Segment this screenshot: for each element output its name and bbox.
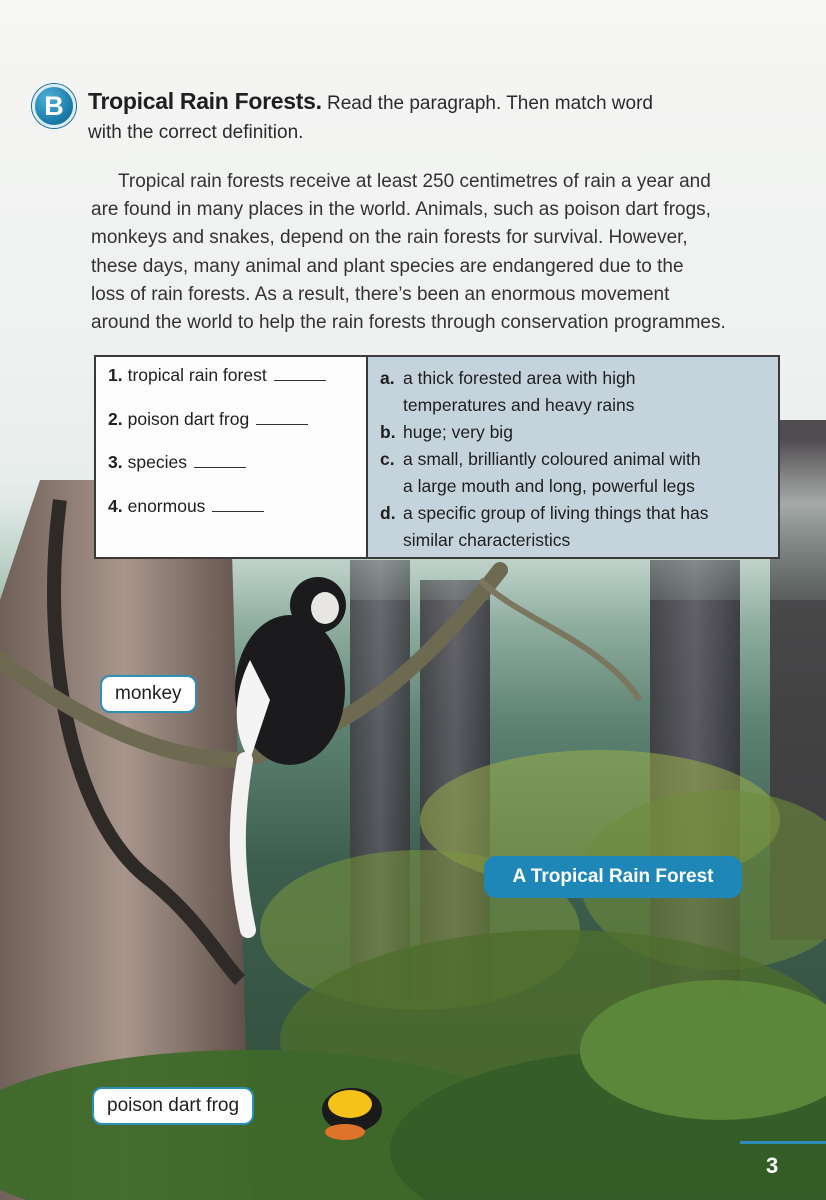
section-title: Tropical Rain Forests. <box>88 88 322 114</box>
term-number: 3. <box>108 452 123 472</box>
term-text: poison dart frog <box>127 408 250 429</box>
definition-letter: c. <box>380 449 395 469</box>
term-item <box>108 409 366 453</box>
definition-item <box>380 446 778 473</box>
term-item <box>108 496 366 540</box>
definition-letter: d. <box>380 503 396 523</box>
definition-text-continued: a large mouth and long, powerful legs <box>403 476 695 496</box>
monkey-label: monkey <box>100 675 197 713</box>
term-text: enormous <box>127 495 206 516</box>
section-badge: B <box>32 84 76 128</box>
answer-blank[interactable] <box>194 467 246 468</box>
rain-forest-caption: A Tropical Rain Forest <box>484 856 742 898</box>
paragraph-line: Tropical rain forests receive at least 250 centimetres of rain a year and <box>118 171 711 192</box>
definition-item <box>380 419 778 446</box>
paragraph-line: monkeys and snakes, depend on the rain forests for survival. However, <box>91 227 688 249</box>
heading-line-1 <box>88 88 653 117</box>
term-item <box>108 452 366 496</box>
definition-text: a small, brilliantly coloured animal with <box>403 449 701 469</box>
definition-text: a specific group of living things that has <box>403 503 709 523</box>
definition-text: huge; very big <box>403 422 513 442</box>
instruction-text: Read the paragraph. Then match word <box>326 93 653 114</box>
term-item <box>108 365 366 409</box>
term-text: species <box>127 452 187 472</box>
terms-column <box>96 357 368 557</box>
term-text: tropical rain forest <box>127 365 267 385</box>
definition-item <box>380 365 778 392</box>
paragraph-line: around the world to help the rain forests through conservation programmes. <box>91 312 726 334</box>
term-number: 1. <box>108 365 123 385</box>
definition-text-continued: temperatures and heavy rains <box>403 395 635 415</box>
definition-item <box>380 500 778 527</box>
definition-text: a thick forested area with high <box>403 368 636 388</box>
answer-blank[interactable] <box>274 380 326 381</box>
matching-table <box>94 355 780 559</box>
page-number: 3 <box>766 1153 779 1178</box>
definitions-column <box>368 357 778 557</box>
paragraph-line: loss of rain forests. As a result, there’s been an enormous movement <box>91 283 670 305</box>
definition-text-continued: similar characteristics <box>403 530 571 550</box>
answer-blank[interactable] <box>212 511 264 512</box>
answer-blank[interactable] <box>256 424 308 425</box>
reading-paragraph <box>91 168 781 337</box>
paragraph-line: these days, many animal and plant species are endangered due to the <box>91 255 684 277</box>
definition-letter: a. <box>380 368 395 388</box>
term-number: 4. <box>108 495 123 516</box>
term-number: 2. <box>108 408 123 429</box>
definition-letter: b. <box>380 422 396 442</box>
page-number-rule <box>740 1141 826 1144</box>
poison-dart-frog-label: poison dart frog <box>92 1087 254 1125</box>
instruction-text-line-2: with the correct definition. <box>88 122 304 143</box>
paragraph-line: are found in many places in the world. Animals, such as poison dart frogs, <box>91 199 711 221</box>
